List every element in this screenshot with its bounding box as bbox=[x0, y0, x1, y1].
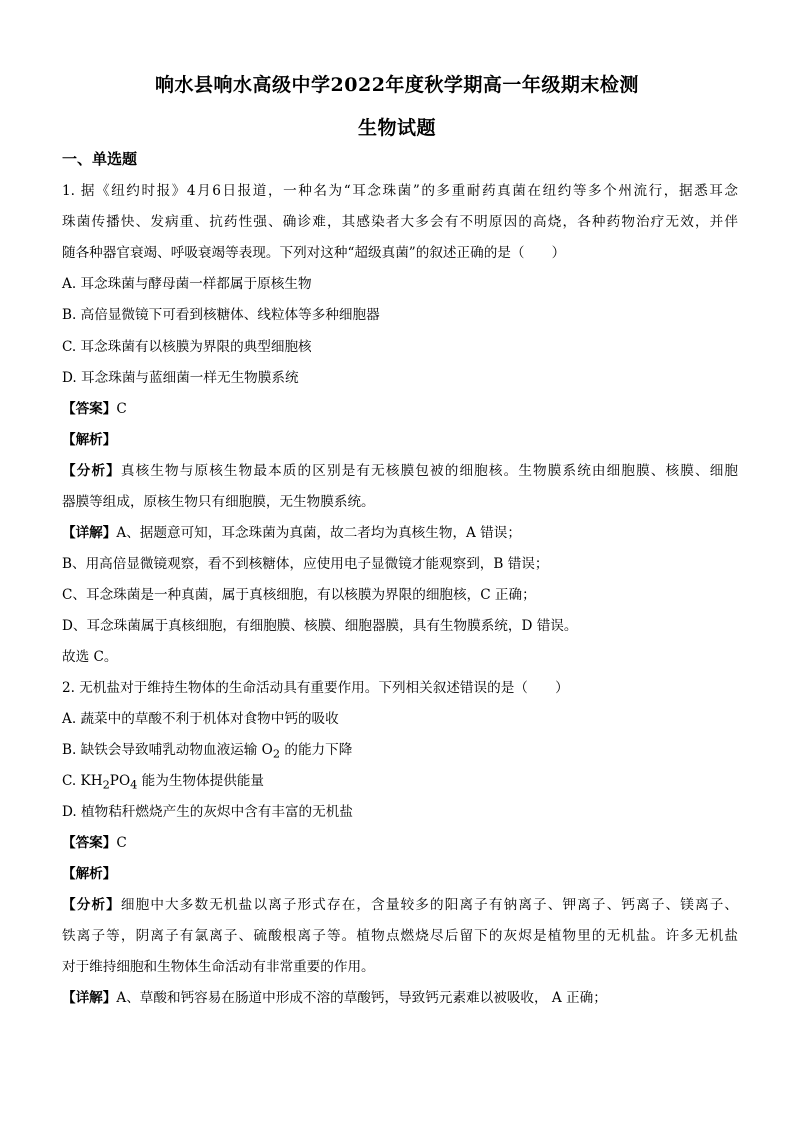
q2-answer bbox=[62, 833, 738, 853]
q2-option-a: A. 蔬菜中的草酸不利于机体对食物中钙的吸收 bbox=[62, 711, 339, 727]
detail-text: A、据题意可知，耳念珠菌为真菌，故二者均为真核生物，A 错误； bbox=[116, 525, 521, 541]
q2-detail-line-1 bbox=[62, 988, 738, 1008]
q1-conclusion: 故选 C。 bbox=[62, 649, 118, 665]
answer-value: C bbox=[116, 835, 127, 851]
q1-detail-line-2: B、用高倍显微镜观察，看不到核糖体，应使用电子显微镜才能观察到，B 错误； bbox=[62, 556, 549, 572]
q2-fenxi-line-1 bbox=[62, 895, 738, 915]
detail-tag: 【详解】 bbox=[62, 525, 117, 541]
q1-fenxi-line-2: 器膜等组成，原核生物只有细胞膜，无生物膜系统。 bbox=[62, 494, 375, 510]
q2-option-b-text: B. 缺铁会导致哺乳动物血液运输 O bbox=[62, 742, 273, 758]
q1-answer bbox=[62, 399, 738, 419]
q1-detail-line-3: C、耳念珠菌是一种真菌，属于真核细胞，有以核膜为界限的细胞核，C 正确； bbox=[62, 587, 536, 603]
q2-option-c bbox=[62, 771, 738, 795]
fenxi-text: 真核生物与原核生物最本质的区别是有无核膜包被的细胞核。生物膜系统由细胞膜、核膜、细胞 bbox=[120, 463, 739, 479]
q1-analysis-tag bbox=[62, 430, 738, 450]
q2-analysis-tag bbox=[62, 864, 738, 884]
q1-stem-line-3: 随各种器官衰竭、呼吸衰竭等表现。下列对这种“超级真菌”的叙述正确的是（ ） bbox=[62, 245, 566, 261]
page-title: 响水县响水高级中学2022年度秋学期高一年级期末检测 bbox=[155, 74, 639, 96]
q1-fenxi-line-1 bbox=[62, 461, 738, 481]
q1-stem-line-2: 珠菌传播快、发病重、抗药性强、确诊难，其感染者大多会有不明原因的高烧，各种药物治疗无效，并伴 bbox=[62, 214, 738, 230]
fenxi-tag: 【分析】 bbox=[62, 463, 121, 479]
answer-tag: 【答案】 bbox=[62, 401, 117, 417]
q1-stem-line-1: 1. 据《纽约时报》4月6日报道，一种名为“耳念珠菌”的多重耐药真菌在纽约等多个州流行，据悉耳念 bbox=[62, 183, 738, 199]
q2-fenxi-line-3: 对于维持细胞和生物体生命活动有非常重要的作用。 bbox=[62, 959, 375, 975]
q1-detail-line-1 bbox=[62, 523, 738, 543]
fenxi-text: 细胞中大多数无机盐以离子形式存在，含量较多的阳离子有钠离子、钾离子、钙离子、镁离子、 bbox=[120, 897, 739, 913]
q2-option-c-sub-1: 2 bbox=[102, 777, 110, 792]
q2-option-c-sub-2: 4 bbox=[130, 777, 138, 792]
detail-tag: 【详解】 bbox=[62, 990, 117, 1006]
fenxi-tag: 【分析】 bbox=[62, 897, 121, 913]
q2-option-c-text-end: 能为生物体提供能量 bbox=[137, 773, 264, 789]
detail-text: A、草酸和钙容易在肠道中形成不溶的草酸钙，导致钙元素难以被吸收， A 正确； bbox=[116, 990, 607, 1006]
q2-stem: 2. 无机盐对于维持生物体的生命活动具有重要作用。下列相关叙述错误的是（ ） bbox=[62, 680, 569, 696]
q2-option-d: D. 植物秸秆燃烧产生的灰烬中含有丰富的无机盐 bbox=[62, 804, 353, 820]
q1-option-c: C. 耳念珠菌有以核膜为界限的典型细胞核 bbox=[62, 339, 312, 355]
q2-option-c-text-mid: PO bbox=[109, 773, 131, 789]
q1-option-a: A. 耳念珠菌与酵母菌一样都属于原核生物 bbox=[62, 276, 312, 292]
section-heading: 一、单选题 bbox=[62, 150, 138, 168]
q1-option-b: B. 高倍显微镜下可看到核糖体、线粒体等多种细胞器 bbox=[62, 307, 380, 323]
answer-tag: 【答案】 bbox=[62, 835, 117, 851]
q2-option-b bbox=[62, 740, 738, 764]
q2-option-c-text: C. KH bbox=[62, 773, 103, 789]
page-subtitle: 生物试题 bbox=[357, 117, 436, 139]
q2-fenxi-line-2: 铁离子等，阴离子有氯离子、硫酸根离子等。植物点燃烧尽后留下的灰烬是植物里的无机盐。许多无机盐 bbox=[62, 928, 738, 944]
answer-value: C bbox=[116, 401, 127, 417]
q2-option-b-sub: 2 bbox=[272, 746, 281, 761]
analysis-tag: 【解析】 bbox=[62, 432, 117, 448]
q1-option-d: D. 耳念珠菌与蓝细菌一样无生物膜系统 bbox=[62, 370, 299, 386]
analysis-tag: 【解析】 bbox=[62, 866, 117, 882]
q2-option-b-text-end: 的能力下降 bbox=[280, 742, 353, 758]
q1-detail-line-4: D、耳念珠菌属于真核细胞，有细胞膜、核膜、细胞器膜，具有生物膜系统，D 错误。 bbox=[62, 618, 578, 634]
